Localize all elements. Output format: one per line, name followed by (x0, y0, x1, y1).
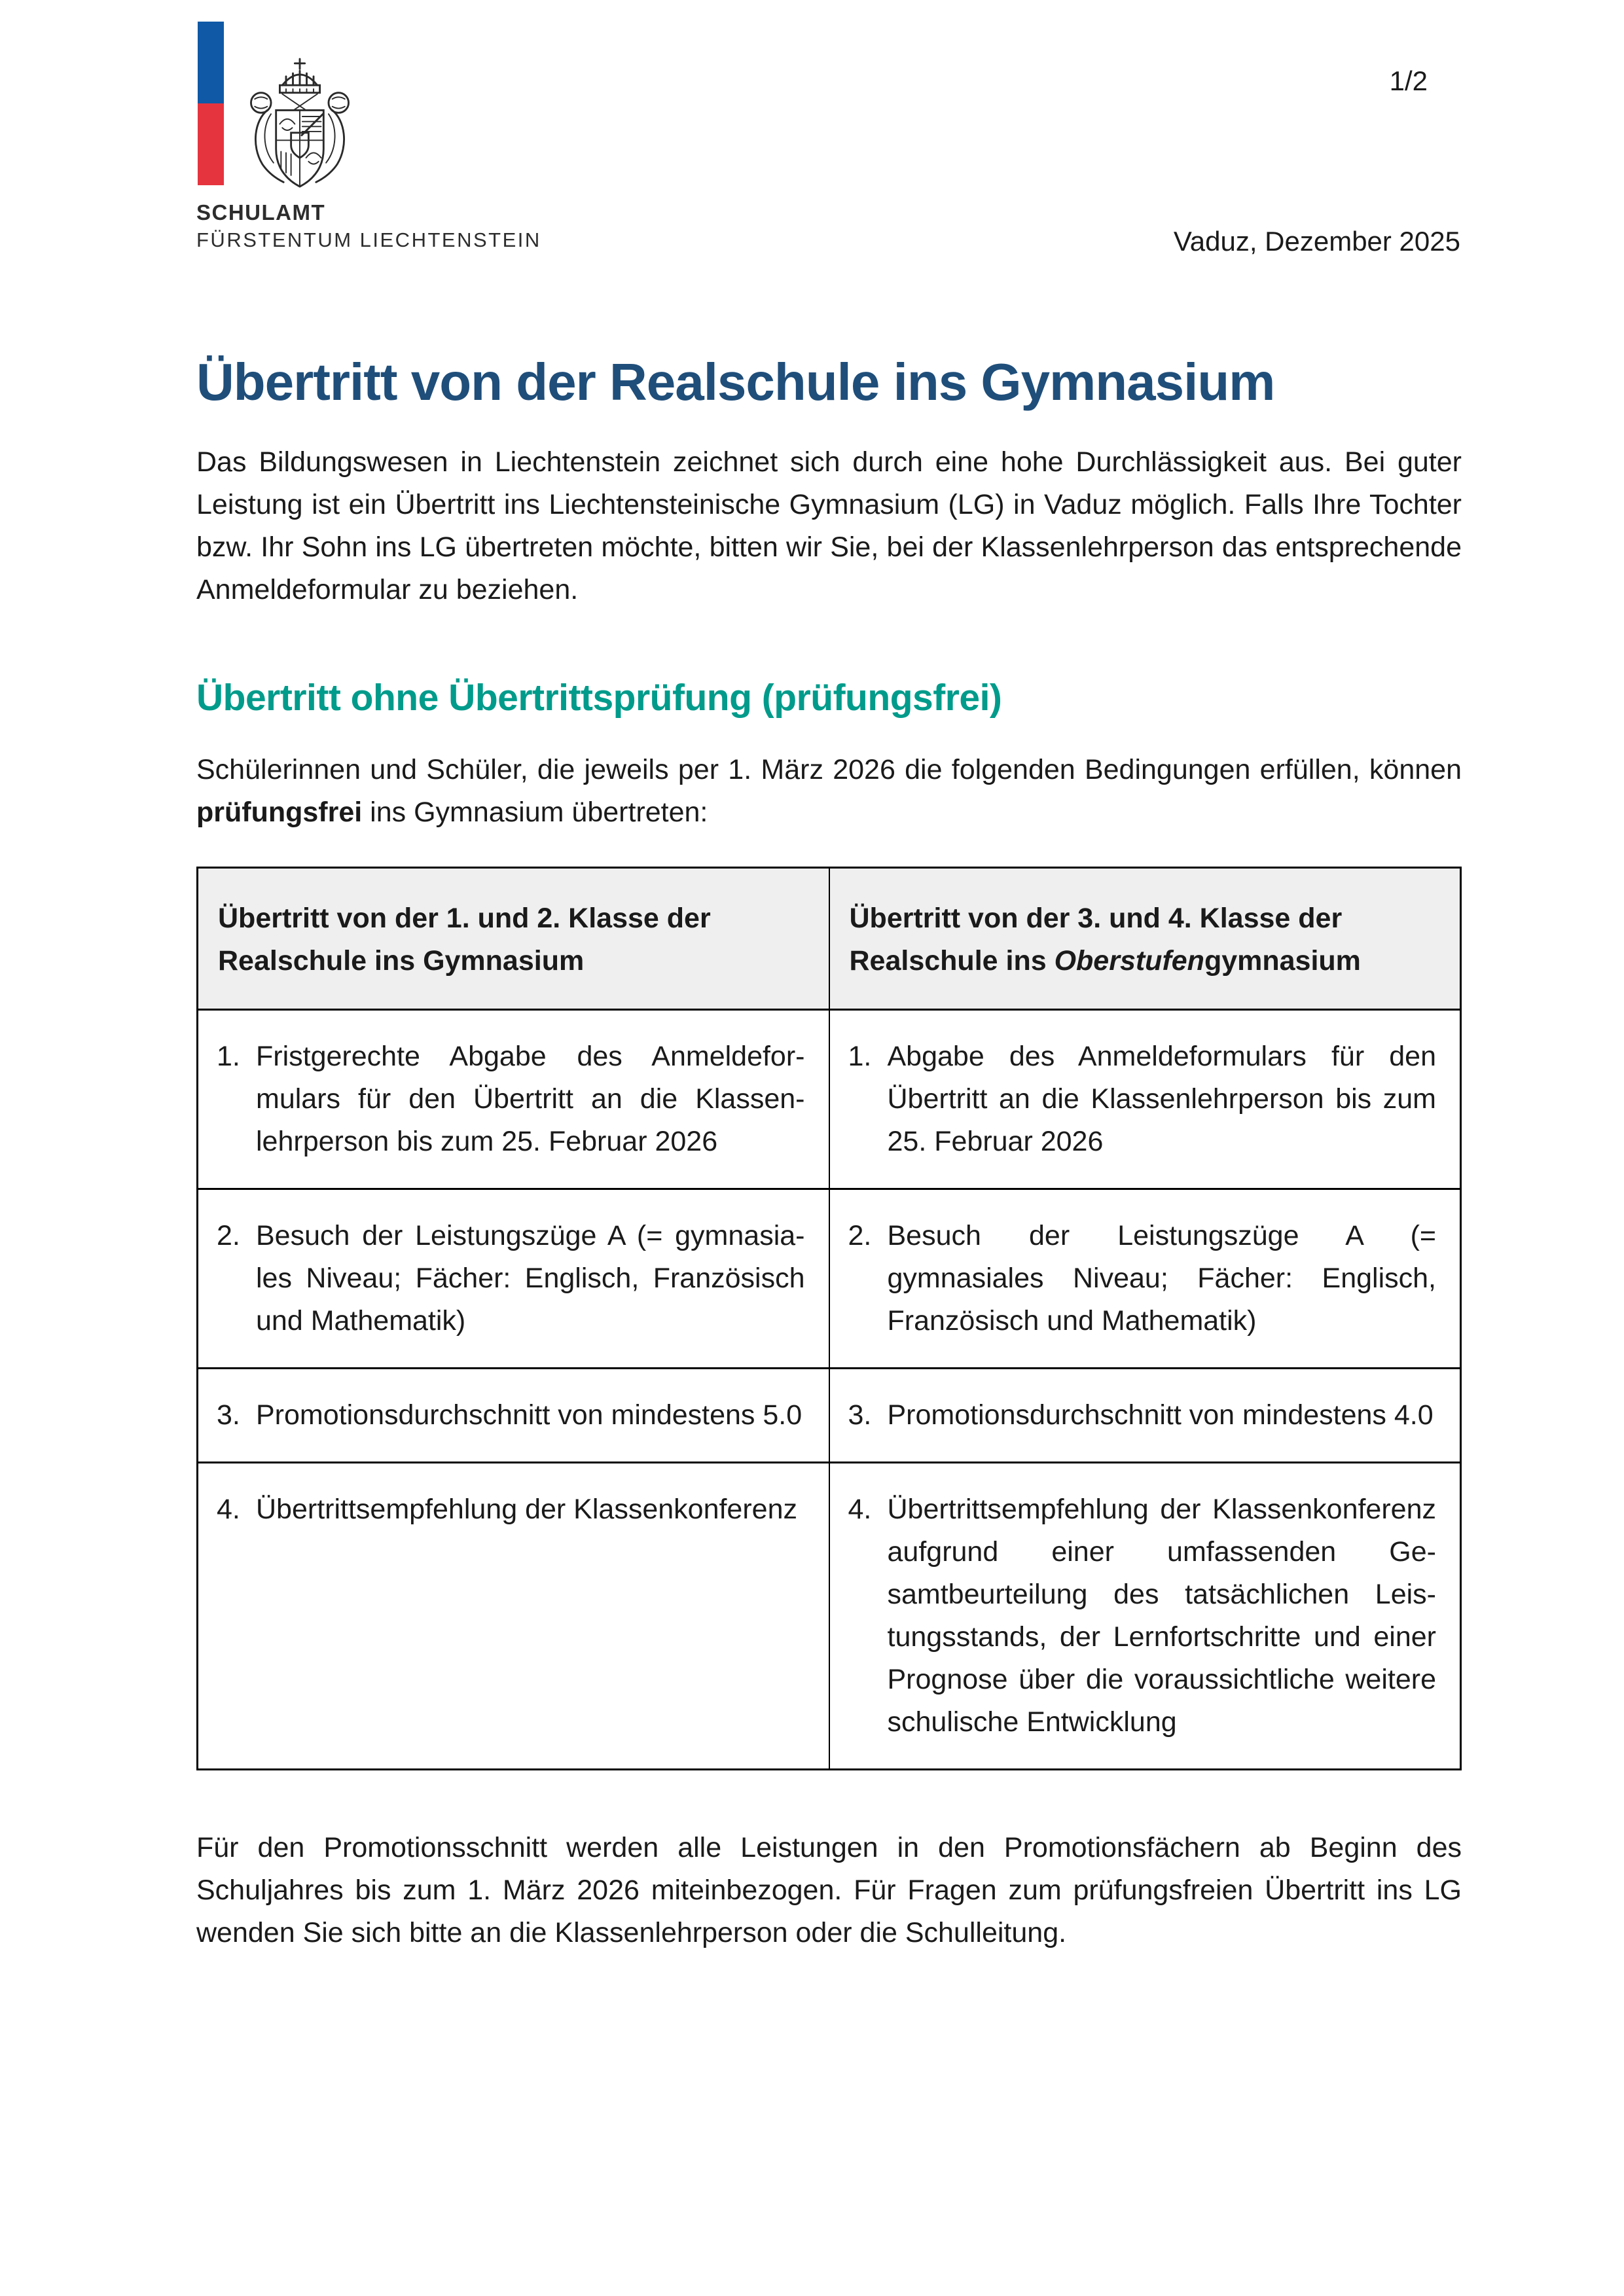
list-number: 1. (848, 1040, 872, 1072)
intro-paragraph: Das Bildungswesen in Liechtenstein zeichnet sich durch eine hohe Durchlässigkeit aus. Bei guter Leistung ist ein Übertritt ins Liechtensteinische Gymnasium (LG) in Vaduz möglich. Falls Ihre Tochter bzw. Ihr Sohn ins LG übertreten möchte, bitten wir Sie, bei der Klassenlehrperson das entsprechende Anmeldeformular zu beziehen. (196, 446, 1462, 605)
table-header-left: Übertritt von der 1. und 2. Klasse der Realschule ins Gymnasium (198, 867, 829, 1009)
brand-color-bar (198, 22, 224, 185)
table-row (198, 1189, 1461, 1368)
table-header-right (829, 867, 1461, 1009)
header-right-italic: Oberstufen (1054, 944, 1204, 977)
brand-bar-blue (198, 22, 224, 103)
list-text: Besuch der Leistungszüge A (= gymnasiales Niveau; Fächer: Englisch, Französisch und Mathematik) (887, 1219, 1436, 1336)
section-intro-paragraph (196, 749, 1462, 834)
table-cell (829, 1009, 1461, 1189)
header-right-pre: Übertritt von der 3. und 4. Klasse der Realschule ins (849, 902, 1343, 977)
list-number: 1. (217, 1040, 240, 1072)
list-text: Promotionsdurchschnitt von mindestens 5.0 (256, 1399, 803, 1431)
list-text: Abgabe des Anmeldeformulars für den Übertritt an die Klassenlehrperson bis zum 25. Februar 2026 (887, 1040, 1436, 1157)
table-cell (829, 1462, 1461, 1769)
list-number: 2. (848, 1219, 872, 1251)
section-heading: Übertritt ohne Übertrittsprüfung (prüfungsfrei) (196, 677, 1002, 719)
table-row (198, 1462, 1461, 1769)
list-text: Promotionsdurchschnitt von mindestens 4.0 (887, 1399, 1434, 1431)
table-cell (198, 1462, 829, 1769)
outro-paragraph: Für den Promotionsschnitt werden alle Leistungen in den Promotionsfächern ab Beginn des Schuljahres bis zum 1. März 2026 miteinbezogen. Für Fragen zum prüfungsfreien Übertritt ins LG wenden Sie sich bitte an die Klassenlehrperson oder die Schulleitung. (196, 1831, 1462, 1948)
list-text: Fristgerechte Abgabe des Anmeldeformulars für den Übertritt an die Klassenlehrperson bis zum 25. Februar 2026 (256, 1040, 805, 1157)
section-intro-pre: Schülerinnen und Schüler, die jeweils per 1. März 2026 die folgenden Bedingungen erfüllen, können (196, 753, 1462, 785)
table-cell (829, 1368, 1461, 1462)
table-cell (829, 1189, 1461, 1368)
list-number: 2. (217, 1219, 240, 1251)
liechtenstein-coat-of-arms-icon (244, 55, 356, 192)
table-row (198, 1009, 1461, 1189)
table-row (198, 1368, 1461, 1462)
list-text: Übertrittsempfehlung der Klassenkonferenz aufgrund einer umfassenden Gesamtbeurteilung des tatsächlichen Leistungsstands, der Lernfortschritte und einer Prognose über die voraussichtliche weitere schulische Entwicklung (887, 1493, 1436, 1738)
list-text: Besuch der Leistungszüge A (= gymnasiales Niveau; Fächer: Englisch, Französisch und Mathematik) (256, 1219, 805, 1336)
table-cell (198, 1189, 829, 1368)
table-cell (198, 1368, 829, 1462)
section-intro-post: ins Gymnasium übertreten: (362, 796, 708, 828)
list-number: 4. (217, 1493, 240, 1525)
table-header-row (198, 867, 1461, 1009)
page-number: 1/2 (1389, 65, 1428, 96)
header-right-post: gymnasium (1204, 944, 1361, 977)
table-cell (198, 1009, 829, 1189)
org-subtitle: FÜRSTENTUM LIECHTENSTEIN (196, 228, 541, 251)
brand-bar-red (198, 103, 224, 185)
section-intro-bold: prüfungsfrei (196, 796, 363, 828)
dateline: Vaduz, Dezember 2025 (1173, 226, 1460, 257)
conditions-table (196, 867, 1462, 1770)
list-number: 4. (848, 1493, 872, 1525)
list-number: 3. (217, 1399, 240, 1431)
document-title: Übertritt von der Realschule ins Gymnasium (196, 353, 1275, 411)
list-text: Übertrittsempfehlung der Klassenkonferenz (256, 1493, 797, 1525)
org-name: SCHULAMT (196, 200, 326, 224)
list-number: 3. (848, 1399, 872, 1431)
document-body (196, 353, 1462, 1954)
